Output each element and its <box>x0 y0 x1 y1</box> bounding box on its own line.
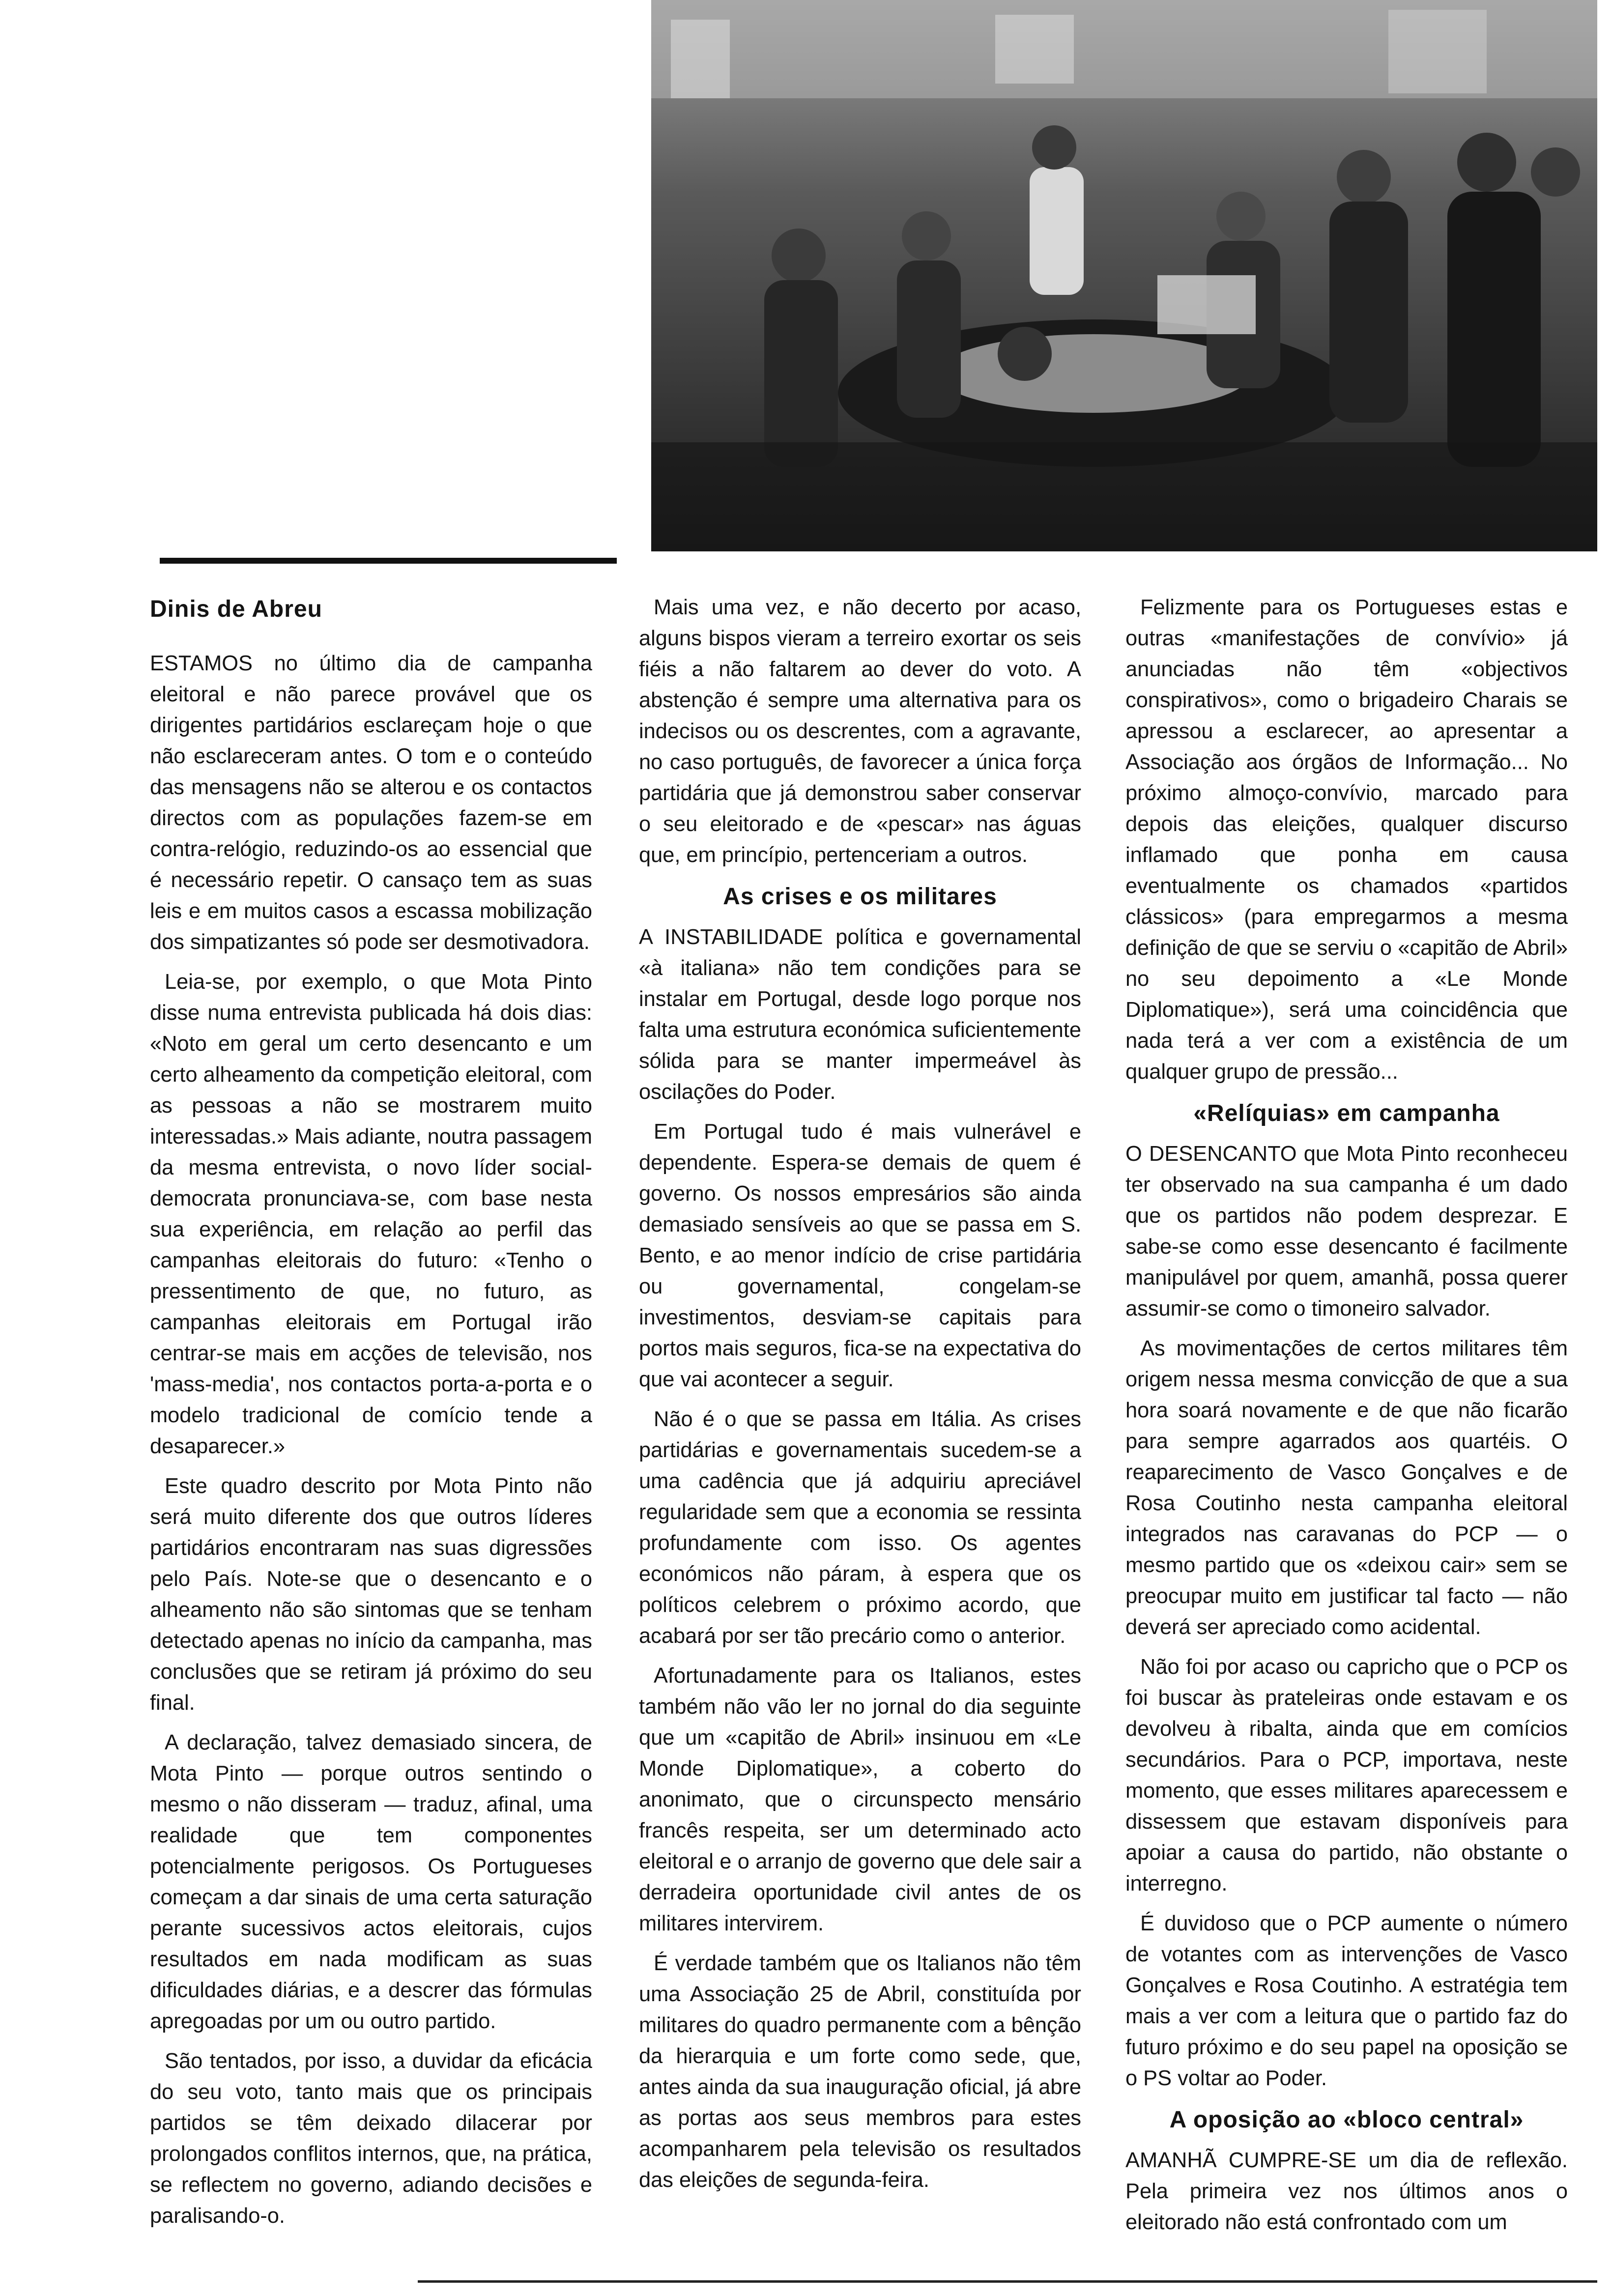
section-heading-oposicao: A oposição ao «bloco central» <box>1169 2107 1524 2133</box>
column-3 <box>1125 592 1568 2273</box>
paragraph: O DESENCANTO que Mota Pinto reconheceu ter observado na sua campanha é um dado que os partidos não podem desprezar. E sabe-se como esse desencanto é facilmente manipulável por quem, amanhã, possa querer assumir-se como o timoneiro salvador. <box>1125 1142 1568 1320</box>
paragraph: Não é o que se passa em Itália. As crises partidárias e governamentais sucedem-se a uma cadência que já adquiriu apreciável regularidade sem que a economia se ressinta profundamente com isso. Os agentes económicos não páram, à espera que os políticos celebrem o próximo acordo, que acabará por ser tão precário como o anterior. <box>639 1407 1081 1648</box>
news-photo <box>651 0 1597 551</box>
paragraph: ESTAMOS no último dia de campanha eleitoral e não parece provável que os dirigentes partidários esclareçam hoje o que não esclareceram antes. O tom e o conteúdo das mensagens não se alterou e os contactos directos com as populações fazem-se em contra-relógio, reduzindo-os ao essencial que é necessário repetir. O cansaço tem as suas leis e em muitos casos a escassa mobilização dos simpatizantes só pode ser desmotivadora. <box>150 652 592 954</box>
paragraph: Felizmente para os Portugueses estas e outras «manifestações de convívio» já anunciadas não têm «objectivos conspirativos», como o brigadeiro Charais se apressou a esclarecer, ao apresentar a Associação aos órgãos de Informação... No próximo almoço-convívio, marcado para depois das eleições, qualquer discurso inflamado que ponha em causa eventualmente os chamados «partidos clássicos» (para empregarmos a mesma definição de que se serviu o «capitão de Abril» no seu depoimento a «Le Monde Diplomatique»), será uma coincidência que nada terá a ver com a existência de um qualquer grupo de pressão... <box>1125 596 1568 1084</box>
paragraph: Em Portugal tudo é mais vulnerável e dependente. Espera-se demais de quem é governo. Os nossos empresários são ainda demasiado sensíveis ao que se passa em S. Bento, e ao menor indício de crise partidária ou governamental, congelam-se investimentos, desviam-se capitais para portos mais seguros, fica-se na expectativa do que vai acontecer a seguir. <box>639 1120 1081 1391</box>
bottom-rule <box>418 2280 1597 2283</box>
top-rule <box>160 558 617 564</box>
section-heading-crises: As crises e os militares <box>723 884 997 910</box>
paragraph: As movimentações de certos militares têm origem nessa mesma convicção de que a sua hora soará novamente e de que não ficarão para sempre agarrados aos quartéis. O reaparecimento de Vasco Gonçalves e de Rosa Coutinho nesta campanha eleitoral integrados nas caravanas do PCP — o mesmo partido que os «deixou cair» sem se preocupar muito em justificar tal facto — não deverá ser apreciado como acidental. <box>1125 1337 1568 1639</box>
paragraph: É verdade também que os Italianos não têm uma Associação 25 de Abril, constituída por militares do quadro permanente com a bênção da hierarquia e um forte como sede, que, antes ainda da sua inauguração oficial, já abre as portas aos seus membros para estes acompanharem pela televisão os resultados das eleições de segunda-feira. <box>639 1952 1081 2192</box>
paragraph: A declaração, talvez demasiado sincera, de Mota Pinto — porque outros sentindo o mesmo o não disseram — traduz, afinal, uma realidade que tem componentes potencialmente perigosos. Os Portugueses começam a dar sinais de uma certa saturação perante sucessivos actos eleitorais, cujos resultados em nada modificam as suas dificuldades diárias, e a descrer das fórmulas apregoadas por um ou outro partido. <box>150 1731 592 2033</box>
paragraph: A INSTABILIDADE política e governamental «à italiana» não tem condições para se instalar em Portugal, desde logo porque nos falta uma estrutura económica suficientemente sólida para se manter impermeável às oscilações do Poder. <box>639 925 1081 1104</box>
paragraph: Mais uma vez, e não decerto por acaso, alguns bispos vieram a terreiro exortar os seis fiéis a não faltarem ao dever do voto. A abstenção é sempre uma alternativa para os indecisos ou os descrentes, com a agravante, no caso português, de favorecer a única força partidária que já demonstrou saber conservar o seu eleitorado e de «pescar» nas águas que, em princípio, pertenceriam a outros. <box>639 596 1081 867</box>
paragraph: Este quadro descrito por Mota Pinto não será muito diferente dos que outros líderes partidários encontraram nas suas digressões pelo País. Note-se que o desencanto e o alheamento não são sintomas que se tenham detectado apenas no início da campanha, mas conclusões que se retiram já próximo do seu final. <box>150 1474 592 1715</box>
paragraph: É duvidoso que o PCP aumente o número de votantes com as intervenções de Vasco Gonçalves e Rosa Coutinho. A estratégia tem mais a ver com a leitura que o partido faz do futuro próximo e do seu papel na oposição se o PS voltar ao Poder. <box>1125 1912 1568 2090</box>
column-2 <box>639 592 1081 2273</box>
section-heading-reliquias: «Relíquias» em campanha <box>1193 1100 1500 1126</box>
paragraph: AMANHÃ CUMPRE-SE um dia de reflexão. Pela primeira vez nos últimos anos o eleitorado não está confrontado com um <box>1125 2149 1568 2234</box>
paragraph: Afortunadamente para os Italianos, estes também não vão ler no jornal do dia seguinte que um «capitão de Abril» insinuou em «Le Monde Diplomatique», a coberto do anonimato, que o circunspecto mensário francês respeita, ser um determinado acto eleitoral e o arranjo de governo que dele sair a derradeira oportunidade civil antes de os militares intervirem. <box>639 1664 1081 1935</box>
byline: Dinis de Abreu <box>150 596 322 622</box>
photo-meeting-icon <box>651 0 1597 551</box>
paragraph: Leia-se, por exemplo, o que Mota Pinto disse numa entrevista publicada há dois dias: «Noto em geral um certo desencanto e um certo alheamento da competição eleitoral, com as pessoas a não se mostrarem muito interessadas.» Mais adiante, noutra passagem da mesma entrevista, o novo líder social-democrata pronunciava-se, com base nesta sua experiência, em relação ao perfil das campanhas eleitorais do futuro: «Tenho o pressentimento de que, no futuro, as campanhas eleitorais em Portugal irão centrar-se mais em acções de televisão, nos 'mass-media', nos contactos porta-a-porta e o modelo tradicional de comício tende a desaparecer.» <box>150 970 592 1458</box>
paragraph: Não foi por acaso ou capricho que o PCP os foi buscar às prateleiras onde estavam e os devolveu à ribalta, ainda que em comícios secundários. Para o PCP, importava, neste momento, que esses militares aparecessem e dissessem que estavam disponíveis para apoiar a causa do partido, não obstante o interregno. <box>1125 1655 1568 1895</box>
column-1 <box>150 592 592 2273</box>
paragraph: São tentados, por isso, a duvidar da eficácia do seu voto, tanto mais que os principais partidos se têm deixado dilacerar por prolongados conflitos internos, que, na prática, se reflectem no governo, adiando decisões e paralisando-o. <box>150 2049 592 2228</box>
